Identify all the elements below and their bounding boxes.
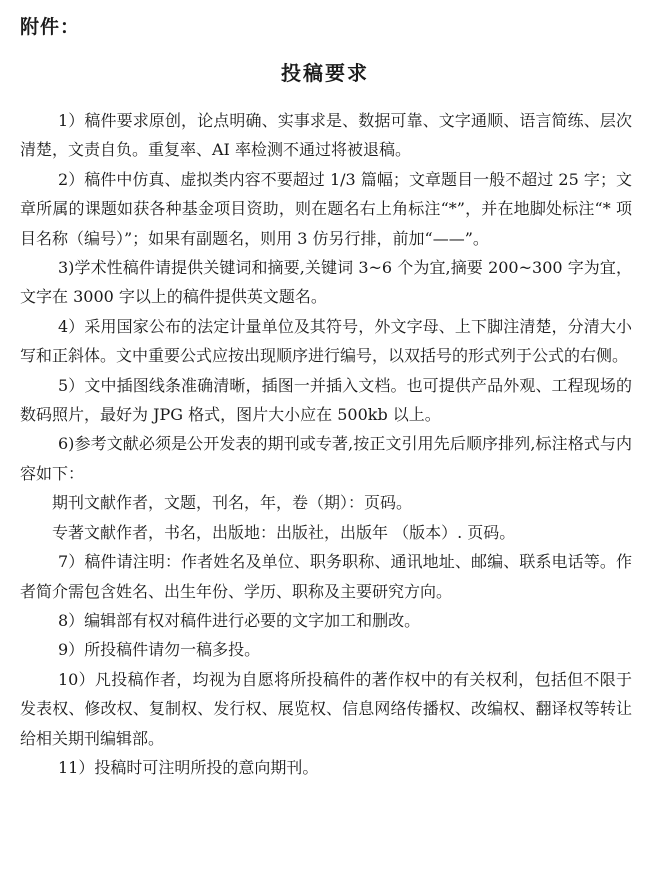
- requirement-item-10: 10）凡投稿作者，均视为自愿将所投稿件的著作权中的有关权利，包括但不限于发表权、修改权、复制权、发行权、展览权、信息网络传播权、改编权、翻译权等转让给相关期刊编辑部。: [20, 669, 632, 748]
- requirement-item-3: 3)学术性稿件请提供关键词和摘要,关键词 3~6 个为宜,摘要 200~300 字为宜，文字在 3000 字以上的稿件提供英文题名。: [20, 258, 632, 307]
- attachment-label: 附件：: [20, 16, 81, 38]
- journal-reference-format: 期刊文献作者，文题，刊名，年，卷（期）：页码。: [52, 493, 413, 513]
- requirement-item-2: 2）稿件中仿真、虚拟类内容不要超过 1/3 篇幅；文章题目一般不超过 25 字；文章所属的课题如获各种基金项目资助，则在题名右上角标注“*”，并在地脚处标注“* 项目名称（编号）”；如果有副题名，则用 3 仿另行排，前加“——”。: [20, 169, 632, 248]
- requirement-item-7: 7）稿件请注明：作者姓名及单位、职务职称、通讯地址、邮编、联系电话等。作者简介需包含姓名、出生年份、学历、职称及主要研究方向。: [20, 552, 632, 601]
- requirement-item-1: 1）稿件要求原创，论点明确、实事求是、数据可靠、文字通顺、语言简练、层次清楚，文责自负。重复率、AI 率检测不通过将被退稿。: [20, 111, 632, 160]
- requirements-body: [20, 106, 632, 782]
- requirement-item-9: 9）所投稿件请勿一稿多投。: [58, 640, 261, 660]
- requirement-item-8: 8）编辑部有权对稿件进行必要的文字加工和删改。: [58, 610, 421, 630]
- requirement-item-5: 5）文中插图线条准确清晰，插图一并插入文档。也可提供产品外观、工程现场的数码照片，最好为 JPG 格式，图片大小应在 500kb 以上。: [20, 375, 632, 425]
- requirement-item-11: 11）投稿时可注明所投的意向期刊。: [58, 757, 319, 777]
- monograph-reference-format: 专著文献作者，书名，出版地：出版社，出版年 （版本）. 页码。: [52, 522, 516, 542]
- requirement-item-6: 6)参考文献必须是公开发表的期刊或专著,按正文引用先后顺序排列,标注格式与内容如下：: [20, 434, 632, 483]
- document-title: 投稿要求: [281, 61, 369, 85]
- requirement-item-4: 4）采用国家公布的法定计量单位及其符号，外文字母、上下脚注清楚，分清大小写和正斜体。文中重要公式应按出现顺序进行编号，以双括号的形式列于公式的右侧。: [20, 316, 632, 366]
